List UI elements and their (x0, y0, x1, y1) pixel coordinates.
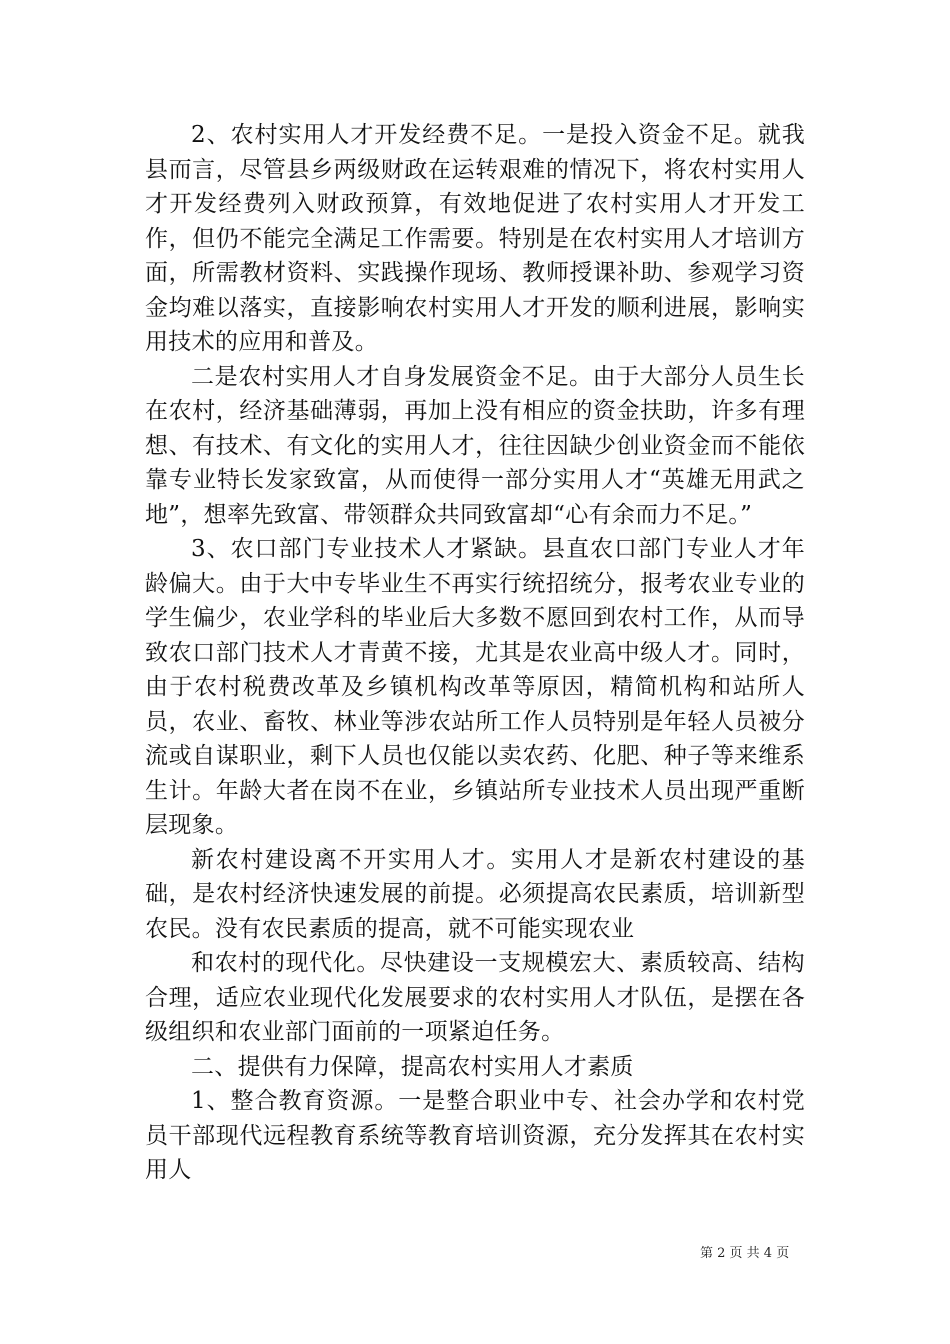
paragraph-modernization: 和农村的现代化。尽快建设一支规模宏大、素质较高、结构合理，适应农业现代化发展要求的农村实用人才队伍，是摆在各级组织和农业部门面前的一项紧迫任务。 (145, 950, 805, 1045)
paragraph-funding-shortage: 2、农村实用人才开发经费不足。一是投入资金不足。就我县而言，尽管县乡两级财政在运转艰难的情况下，将农村实用人才开发经费列入财政预算，有效地促进了农村实用人才开发工作，但仍不能完全满足工作需要。特别是在农村实用人才培训方面，所需教材资料、实践操作现场、教师授课补助、参观学习资金均难以落实，直接影响农村实用人才开发的顺利进展，影响实用技术的应用和普及。 (145, 122, 805, 355)
document-body (145, 118, 805, 1188)
paragraph-integrate-education: 1、整合教育资源。一是整合职业中专、社会办学和农村党员干部现代远程教育系统等教育培训资源，充分发挥其在农村实用人 (145, 1088, 805, 1183)
paragraph-agri-talent-shortage: 3、农口部门专业技术人才紧缺。县直农口部门专业人才年龄偏大。由于大中专毕业生不再实行统招统分，报考农业专业的学生偏少，农业学科的毕业后大多数不愿回到农村工作，从而导致农口部门技术人才青黄不接，尤其是农业高中级人才。同时，由于农村税费改革及乡镇机构改革等原因，精简机构和站所人员，农业、畜牧、林业等涉农站所工作人员特别是年轻人员被分流或自谋职业，剩下人员也仅能以卖农药、化肥、种子等来维系生计。年龄大者在岗不在业，乡镇站所专业技术人员出现严重断层现象。 (145, 536, 805, 838)
section-heading-guarantee: 二、提供有力保障，提高农村实用人才素质 (191, 1053, 634, 1080)
page-number-footer: 第 2 页 共 4 页 (700, 1246, 790, 1261)
paragraph-self-development-funds: 二是农村实用人才自身发展资金不足。由于大部分人员生长在农村，经济基础薄弱，再加上没有相应的资金扶助，许多有理想、有技术、有文化的实用人才，往往因缺少创业资金而不能依靠专业特长发家致富，从而使得一部分实用人才“英雄无用武之地”，想率先致富、带领群众共同致富却“心有余而力不足。” (145, 363, 805, 528)
paragraph-new-countryside: 新农村建设离不开实用人才。实用人才是新农村建设的基础，是农村经济快速发展的前提。必须提高农民素质，培训新型农民。没有农民素质的提高，就不可能实现农业 (145, 846, 805, 942)
